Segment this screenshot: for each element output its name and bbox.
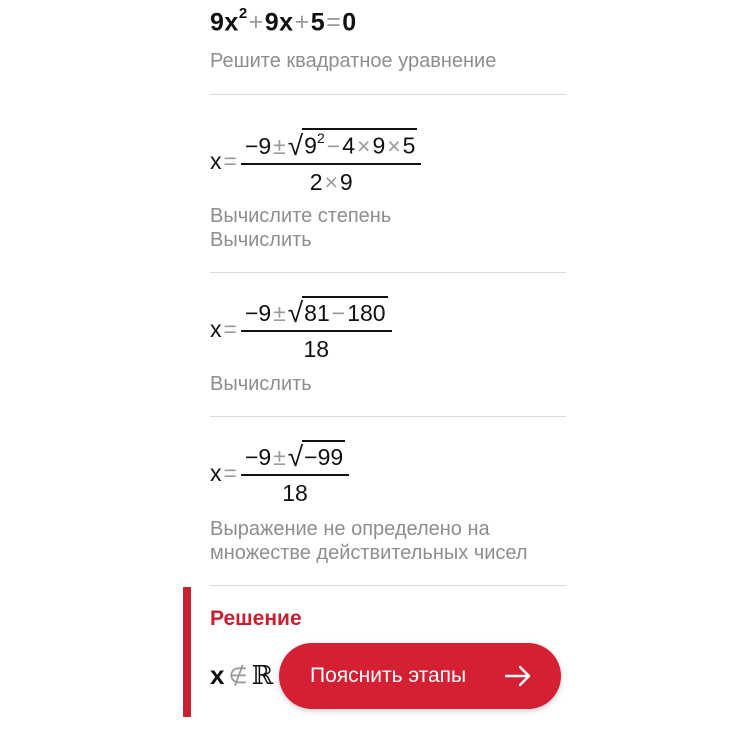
fraction — [241, 440, 349, 507]
square-root — [288, 296, 388, 327]
explain-steps-label: Пояснить этапы — [310, 664, 467, 687]
rad-exponent: 2 — [316, 130, 325, 146]
solution-variable: x — [210, 660, 225, 690]
solution-title: Решение — [210, 607, 302, 630]
numerator-term: −9 — [244, 300, 272, 326]
fraction — [241, 128, 422, 196]
problem-subtitle: Решите квадратное уравнение — [210, 50, 497, 72]
radicand: −99 — [302, 440, 345, 471]
denominator: 18 — [282, 480, 308, 506]
fraction — [241, 296, 392, 363]
numerator — [241, 296, 392, 332]
term-9x-linear: 9x — [264, 8, 294, 37]
rad-b: 180 — [347, 300, 386, 326]
den-a: 2 — [309, 168, 323, 195]
numerator — [241, 128, 422, 165]
rad-c: 5 — [402, 132, 416, 159]
times-sign: × — [357, 132, 371, 159]
solution-accent-bar — [183, 587, 191, 717]
right-hand-side: 0 — [342, 8, 357, 37]
explanation-line: Выражение не определено на — [210, 518, 490, 540]
denominator: 18 — [303, 336, 330, 362]
term-9x: 9x — [210, 8, 239, 37]
radical-sign-icon: √ — [287, 441, 304, 472]
step-3-formula — [210, 440, 349, 507]
variable-x: x — [210, 316, 222, 342]
explain-steps-button[interactable] — [279, 643, 561, 709]
equals-sign: = — [326, 8, 342, 37]
explanation-line: множестве действительных чисел — [210, 542, 528, 564]
square-root — [288, 128, 418, 160]
radicand — [302, 296, 387, 327]
divider — [210, 272, 566, 273]
rad-base: 9 — [304, 132, 317, 159]
explanation-line: Вычислить — [210, 373, 312, 395]
numerator-term: −9 — [244, 132, 272, 159]
rad-a: 9 — [372, 132, 386, 159]
solution-expression — [210, 660, 273, 691]
numerator — [241, 440, 349, 476]
minus-sign: − — [331, 300, 346, 326]
square-root — [288, 440, 345, 471]
variable-x: x — [210, 460, 222, 486]
plus-minus-sign: ± — [273, 444, 286, 470]
radical-sign-icon: √ — [287, 297, 304, 328]
equals-sign: = — [223, 148, 237, 175]
step-1-formula — [210, 128, 421, 196]
rad-four: 4 — [342, 132, 355, 159]
constant-term: 5 — [310, 8, 326, 37]
times-sign: × — [387, 132, 401, 159]
divider — [210, 94, 566, 95]
equals-sign: = — [223, 316, 237, 342]
plus-minus-sign: ± — [273, 300, 286, 326]
divider — [210, 416, 566, 417]
explanation-line: Вычислить — [210, 229, 312, 251]
radical-sign-icon: √ — [287, 129, 304, 161]
plus-sign: + — [248, 8, 264, 37]
denominator — [310, 165, 353, 196]
minus-sign: − — [326, 132, 341, 159]
den-b: 9 — [339, 168, 353, 195]
step-2-explanation — [210, 372, 312, 396]
numerator-term: −9 — [244, 444, 272, 470]
step-1-explanation — [210, 204, 391, 252]
real-numbers-set: ℝ — [251, 660, 274, 691]
variable-x: x — [210, 148, 222, 175]
plus-sign: + — [294, 8, 310, 37]
step-3-explanation — [210, 517, 528, 565]
not-element-of-sign: ∉ — [228, 662, 248, 688]
exponent: 2 — [238, 5, 248, 22]
arrow-right-icon — [503, 661, 533, 697]
times-sign: × — [324, 168, 338, 195]
problem-equation — [210, 5, 357, 37]
equals-sign: = — [223, 460, 237, 486]
divider — [210, 585, 566, 586]
step-2-formula — [210, 296, 392, 363]
plus-minus-sign: ± — [273, 132, 286, 159]
radicand — [302, 128, 417, 160]
rad-a: 81 — [304, 300, 330, 326]
explanation-line: Вычислите степень — [210, 205, 392, 227]
